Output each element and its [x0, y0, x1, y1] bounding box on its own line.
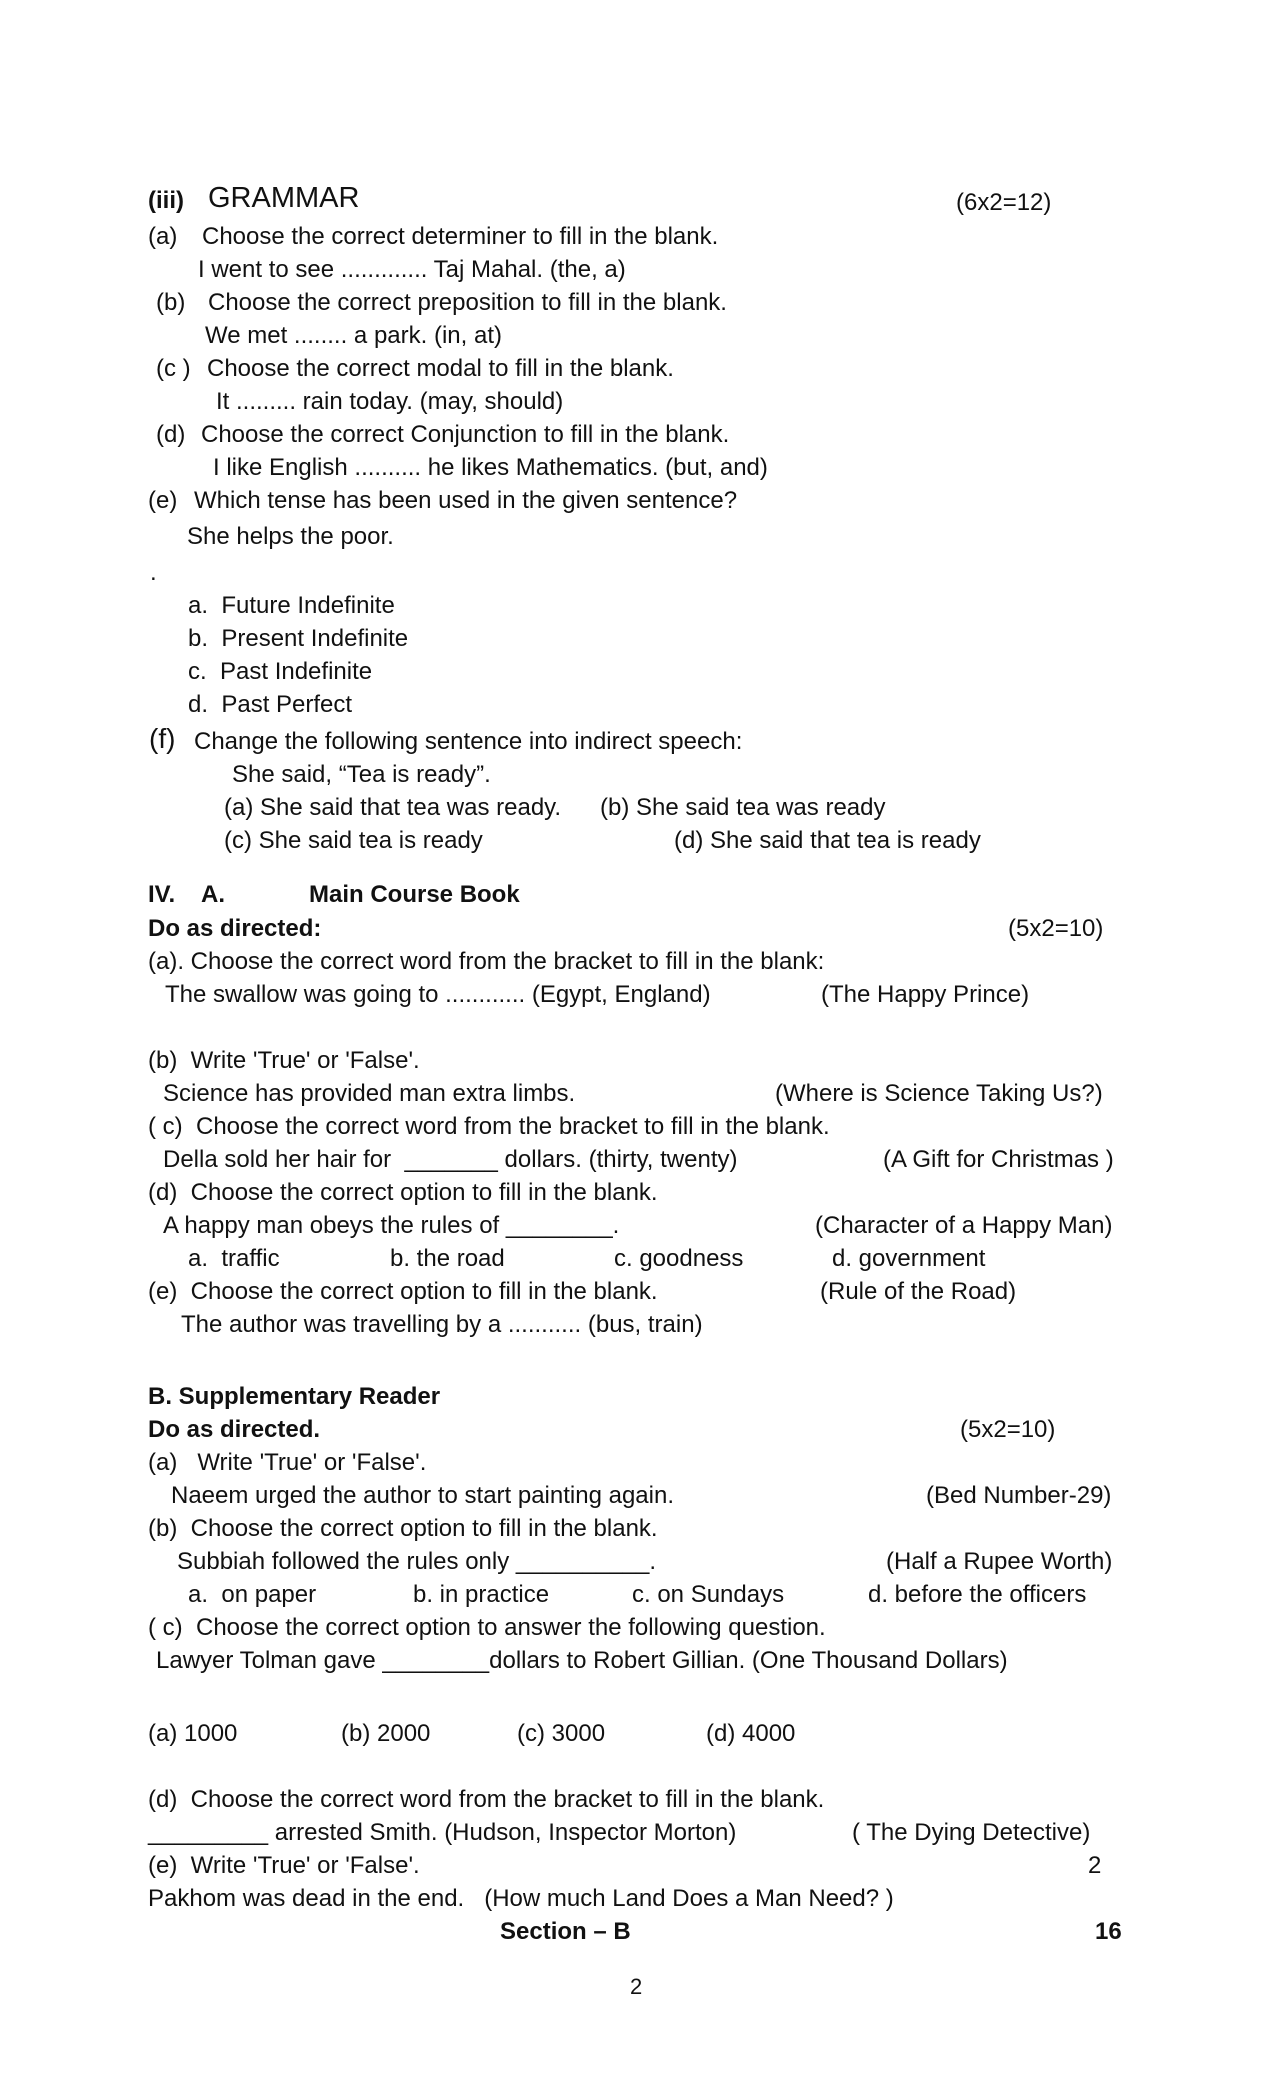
main-course-part: A. [201, 881, 225, 908]
grammar-b-label: (b) [156, 289, 186, 316]
main-course-b-source: (Where is Science Taking Us?) [775, 1080, 1103, 1107]
main-course-d-source: (Character of a Happy Man) [815, 1212, 1113, 1239]
main-course-a-question: The swallow was going to ............ (Egypt, England) [165, 981, 711, 1008]
supplementary-marks: (5x2=10) [960, 1416, 1056, 1443]
main-course-d-option: b. the road [390, 1245, 505, 1272]
grammar-marks: (6x2=12) [956, 189, 1052, 216]
supplementary-title: B. Supplementary Reader [148, 1383, 441, 1410]
main-course-d-text: (d) Choose the correct option to fill in the blank. [148, 1179, 658, 1206]
supplementary-b-text: (b) Choose the correct option to fill in the blank. [148, 1515, 658, 1542]
supplementary-a-source: (Bed Number-29) [926, 1482, 1112, 1509]
main-course-d-question: A happy man obeys the rules of ________. [163, 1212, 620, 1239]
grammar-a-label: (a) [148, 223, 178, 250]
grammar-c-text: Choose the correct modal to fill in the blank. [207, 355, 674, 382]
main-course-d-option: a. traffic [188, 1245, 280, 1272]
grammar-e-question: She helps the poor. [187, 523, 394, 550]
main-course-b-text: (b) Write 'True' or 'False'. [148, 1047, 420, 1074]
main-course-e-text: (e) Choose the correct option to fill in the blank. [148, 1278, 658, 1305]
main-course-e-question: The author was travelling by a ........... (bus, train) [181, 1311, 703, 1338]
supplementary-c-text: ( c) Choose the correct option to answer the following question. [148, 1614, 826, 1641]
supplementary-e-text: (e) Write 'True' or 'False'. [148, 1852, 420, 1879]
supplementary-d-source: ( The Dying Detective) [852, 1819, 1091, 1846]
main-course-b-question: Science has provided man extra limbs. [163, 1080, 576, 1107]
grammar-e-dot: . [150, 559, 157, 586]
main-course-c-question: Della sold her hair for _______ dollars. (thirty, twenty) [163, 1146, 738, 1173]
grammar-f-label: (f) [149, 723, 176, 754]
main-course-marks: (5x2=10) [1008, 915, 1104, 942]
grammar-a-text: Choose the correct determiner to fill in the blank. [202, 223, 719, 250]
grammar-c-label: (c ) [156, 355, 191, 382]
main-course-e-source: (Rule of the Road) [820, 1278, 1017, 1305]
section-b-title: Section – B [500, 1918, 631, 1945]
supplementary-b-option: d. before the officers [868, 1581, 1087, 1608]
supplementary-c-option: (a) 1000 [148, 1720, 238, 1747]
grammar-f-option-b: (b) She said tea was ready [600, 794, 886, 821]
supplementary-c-option: (c) 3000 [517, 1720, 606, 1747]
grammar-e-label: (e) [148, 487, 178, 514]
grammar-a-question: I went to see ............. Taj Mahal. (the, a) [198, 256, 626, 283]
main-course-title: Main Course Book [309, 881, 520, 908]
grammar-e-option: d. Past Perfect [188, 691, 353, 718]
supplementary-a-question: Naeem urged the author to start painting again. [171, 1482, 674, 1509]
grammar-c-question: It ......... rain today. (may, should) [216, 388, 564, 415]
supplementary-a-text: (a) Write 'True' or 'False'. [148, 1449, 427, 1476]
grammar-title: GRAMMAR [208, 182, 360, 214]
grammar-e-text: Which tense has been used in the given sentence? [194, 487, 738, 514]
page-number: 2 [630, 1974, 643, 1999]
grammar-d-label: (d) [156, 421, 186, 448]
grammar-d-text: Choose the correct Conjunction to fill in the blank. [201, 421, 730, 448]
main-course-d-option: d. government [832, 1245, 986, 1272]
main-course-a-text: (a). Choose the correct word from the bracket to fill in the blank: [148, 948, 825, 975]
grammar-b-question: We met ........ a park. (in, at) [205, 322, 502, 349]
grammar-f-question: She said, “Tea is ready”. [232, 761, 491, 788]
supplementary-e-mark: 2 [1088, 1852, 1102, 1879]
main-course-c-source: (A Gift for Christmas ) [883, 1146, 1114, 1173]
grammar-e-option: b. Present Indefinite [188, 625, 409, 652]
main-course-c-text: ( c) Choose the correct word from the bracket to fill in the blank. [148, 1113, 830, 1140]
main-course-a-source: (The Happy Prince) [821, 981, 1030, 1008]
main-course-number: IV. [148, 881, 176, 908]
grammar-e-option: c. Past Indefinite [188, 658, 373, 685]
grammar-number: (iii) [148, 187, 184, 214]
grammar-f-text: Change the following sentence into indirect speech: [194, 728, 743, 755]
grammar-e-option: a. Future Indefinite [188, 592, 395, 619]
supplementary-c-option: (b) 2000 [341, 1720, 431, 1747]
supplementary-c-option: (d) 4000 [706, 1720, 796, 1747]
supplementary-e-question: Pakhom was dead in the end. (How much Land Does a Man Need? ) [148, 1885, 894, 1912]
grammar-d-question: I like English .......... he likes Mathematics. (but, and) [213, 454, 768, 481]
grammar-f-option-d: (d) She said that tea is ready [674, 827, 981, 854]
supplementary-d-text: (d) Choose the correct word from the bracket to fill in the blank. [148, 1786, 825, 1813]
supplementary-c-question: Lawyer Tolman gave ________dollars to Robert Gillian. (One Thousand Dollars) [156, 1647, 1008, 1674]
supplementary-d-question: _________ arrested Smith. (Hudson, Inspector Morton) [148, 1819, 737, 1846]
grammar-b-text: Choose the correct preposition to fill in the blank. [208, 289, 727, 316]
grammar-f-option-c: (c) She said tea is ready [224, 827, 483, 854]
supplementary-b-source: (Half a Rupee Worth) [886, 1548, 1113, 1575]
grammar-f-option-a: (a) She said that tea was ready. [224, 794, 562, 821]
supplementary-b-question: Subbiah followed the rules only __________. [177, 1548, 657, 1575]
main-course-d-option: c. goodness [614, 1245, 744, 1272]
supplementary-directive: Do as directed. [148, 1416, 321, 1443]
supplementary-b-option: c. on Sundays [632, 1581, 785, 1608]
supplementary-b-option: b. in practice [413, 1581, 550, 1608]
supplementary-b-option: a. on paper [188, 1581, 317, 1608]
section-b-marks: 16 [1095, 1918, 1122, 1945]
main-course-directive: Do as directed: [148, 915, 322, 942]
